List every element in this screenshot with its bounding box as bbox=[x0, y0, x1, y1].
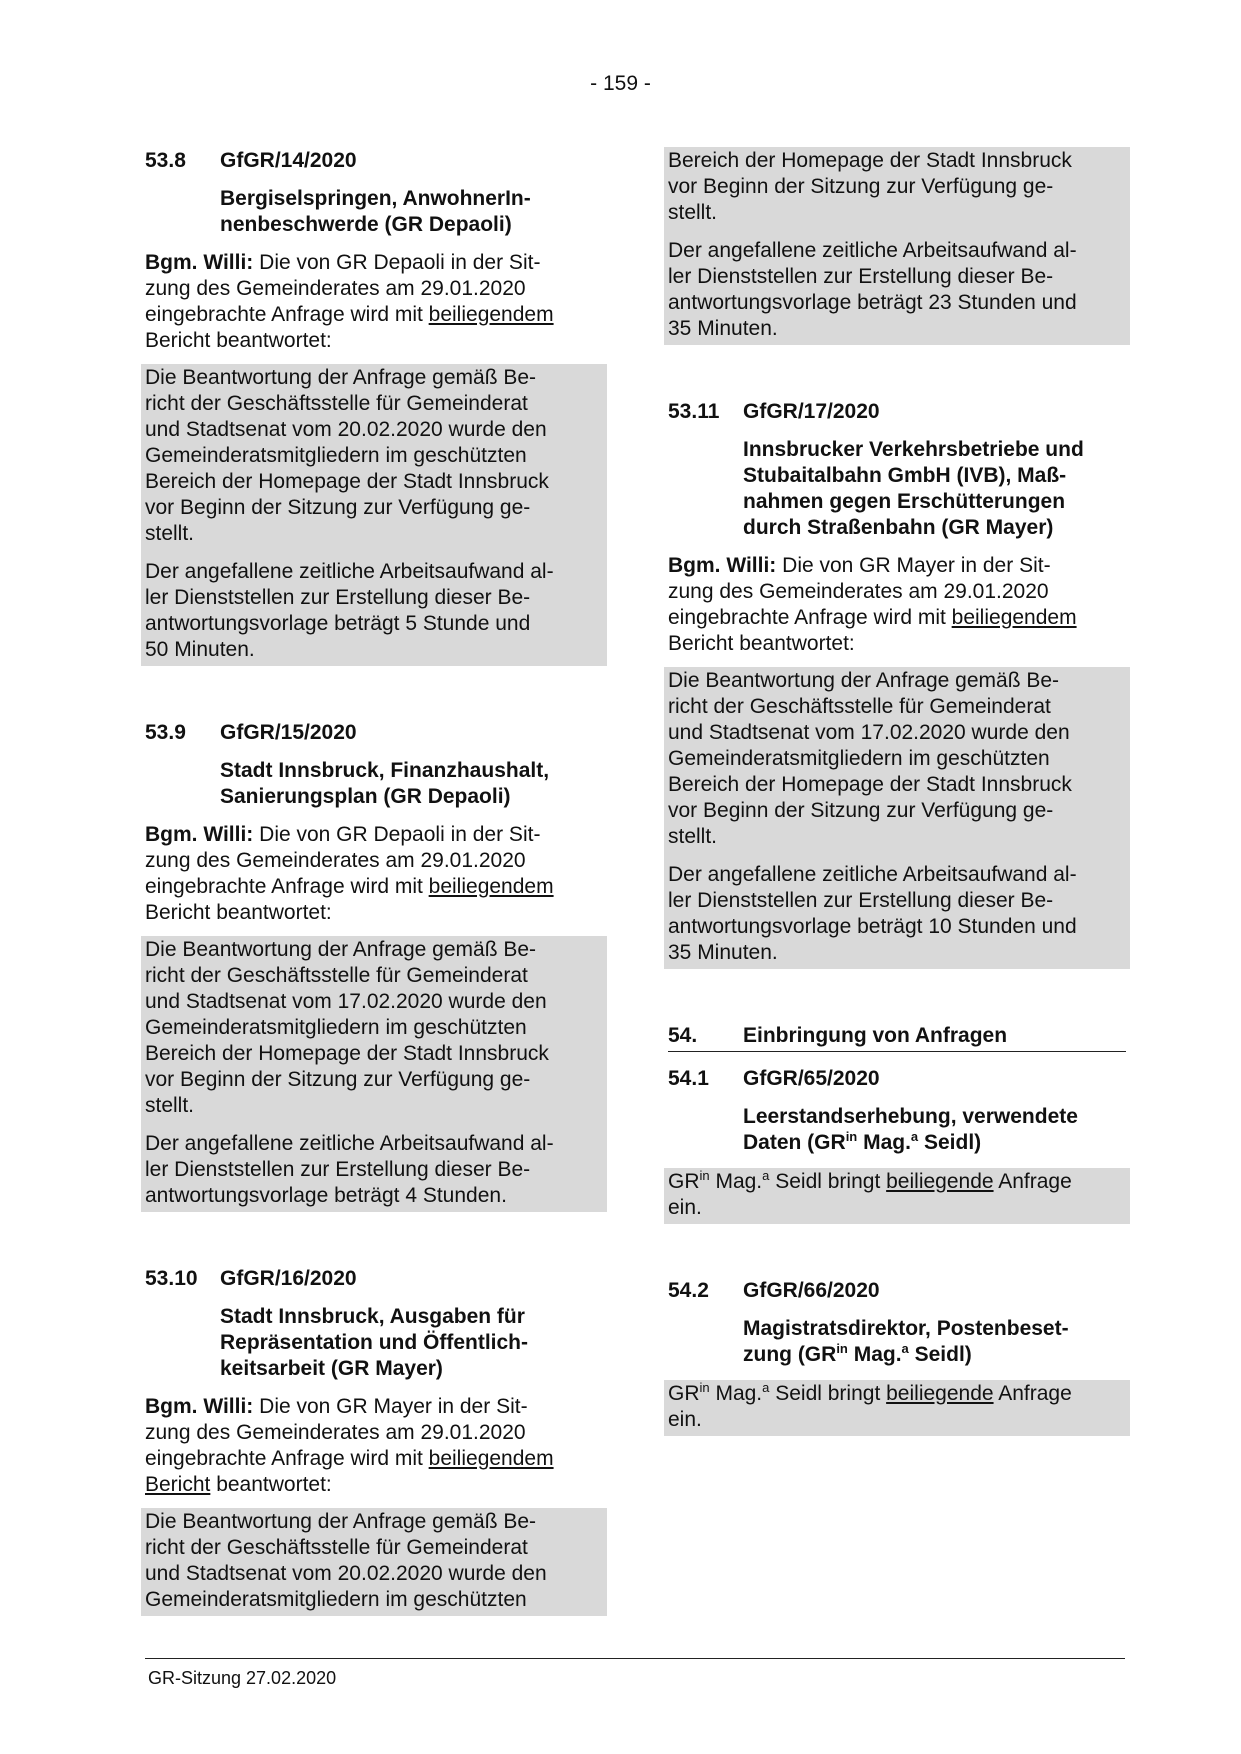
section-number: 54. bbox=[668, 1024, 698, 1047]
speaker-label: Bgm. Willi: bbox=[668, 554, 777, 577]
mayor-statement: Bgm. Willi: Die von GR Depaoli in der Sit- zung des Gemeinderates am 29.01.2020 eingebrachte Anfrage wird mit beiliegendem Bericht beantwortet: bbox=[145, 251, 554, 352]
answer-box bbox=[664, 147, 1130, 345]
section-header bbox=[668, 399, 1126, 425]
effort-text: Der angefallene zeitliche Arbeitsaufwand al- ler Dienststellen zur Erstellung dieser Be- antwortungsvorlage beträgt 23 Stunden und 35 Minuten. bbox=[668, 239, 1077, 340]
footer-divider bbox=[145, 1658, 1125, 1659]
report-link[interactable]: beiliegendem bbox=[428, 1447, 554, 1470]
chapter-header bbox=[668, 1023, 1126, 1052]
section-number: 53.10 bbox=[145, 1267, 198, 1290]
effort-text: Der angefallene zeitliche Arbeitsaufwand al- ler Dienststellen zur Erstellung dieser Be- antwortungsvorlage beträgt 5 Stunde und 50 Minuten. bbox=[145, 560, 554, 661]
request-text: $GR^{in}$ Mag.$^a$ Seidl bringt beiliegende Anfrage ein. bbox=[668, 1168, 1072, 1219]
answer-text: Die Beantwortung der Anfrage gemäß Be- richt der Geschäftsstelle für Gemeinderat und Stadtsenat vom 17.02.2020 wurde den Gemeinderatsmitgliedern im geschützten Bereich der Homepage der Stadt Innsbruck vor Beginn der Sitzung zur Verfügung ge- stellt. bbox=[145, 938, 549, 1117]
effort-text: Der angefallene zeitliche Arbeitsaufwand al- ler Dienststellen zur Erstellung dieser Be- antwortungsvorlage beträgt 10 Stunden und 35 Minuten. bbox=[668, 863, 1077, 964]
section-header bbox=[145, 720, 603, 746]
report-link[interactable]: Bericht bbox=[145, 1473, 211, 1496]
section-header bbox=[145, 1266, 603, 1292]
answer-box bbox=[141, 364, 607, 666]
section-code: GfGR/15/2020 bbox=[220, 721, 357, 744]
section-header bbox=[145, 148, 603, 174]
answer-box bbox=[141, 936, 607, 1212]
section-54-2 bbox=[668, 1278, 1126, 1436]
section-number: 53.8 bbox=[145, 149, 186, 172]
section-53-10-continued bbox=[668, 147, 1126, 345]
section-number: 53.11 bbox=[668, 400, 720, 423]
section-subject: Leerstandserhebung, verwendete Daten ($GR^{in}$ Mag.$^a$ Seidl) bbox=[743, 1105, 1078, 1154]
section-subject: Stadt Innsbruck, Ausgaben für Repräsentation und Öffentlich- keitsarbeit (GR Mayer) bbox=[220, 1305, 529, 1380]
section-code: GfGR/14/2020 bbox=[220, 149, 357, 172]
section-54 bbox=[668, 1023, 1126, 1052]
request-link[interactable]: beiliegende bbox=[886, 1170, 994, 1193]
footer-text: GR-Sitzung 27.02.2020 bbox=[148, 1668, 337, 1688]
section-53-8 bbox=[145, 148, 603, 666]
request-box bbox=[664, 1380, 1130, 1436]
section-code: GfGR/66/2020 bbox=[743, 1279, 880, 1302]
section-53-10 bbox=[145, 1266, 603, 1616]
mayor-statement: Bgm. Willi: Die von GR Mayer in der Sit- zung des Gemeinderates am 29.01.2020 eingebrachte Anfrage wird mit beiliegendem Bericht beantwortet: bbox=[668, 554, 1077, 655]
answer-box bbox=[664, 667, 1130, 969]
request-box bbox=[664, 1168, 1130, 1224]
section-code: GfGR/17/2020 bbox=[743, 400, 880, 423]
section-header bbox=[668, 1278, 1126, 1304]
section-header bbox=[668, 1066, 1126, 1092]
speaker-label: Bgm. Willi: bbox=[145, 251, 254, 274]
chapter-title: Einbringung von Anfragen bbox=[743, 1024, 1008, 1047]
speaker-label: Bgm. Willi: bbox=[145, 1395, 254, 1418]
answer-text: Die Beantwortung der Anfrage gemäß Be- richt der Geschäftsstelle für Gemeinderat und Stadtsenat vom 17.02.2020 wurde den Gemeinderatsmitgliedern im geschützten Bereich der Homepage der Stadt Innsbruck vor Beginn der Sitzung zur Verfügung ge- stellt. bbox=[668, 669, 1072, 848]
left-column bbox=[145, 148, 603, 1616]
section-54-1 bbox=[668, 1066, 1126, 1224]
section-code: GfGR/65/2020 bbox=[743, 1067, 880, 1090]
report-link[interactable]: beiliegendem bbox=[428, 875, 554, 898]
right-column bbox=[668, 147, 1126, 1436]
section-number: 53.9 bbox=[145, 721, 186, 744]
section-subject: Stadt Innsbruck, Finanzhaushalt, Sanierungsplan (GR Depaoli) bbox=[220, 759, 550, 808]
effort-text: Der angefallene zeitliche Arbeitsaufwand al- ler Dienststellen zur Erstellung dieser Be- antwortungsvorlage beträgt 4 Stunden. bbox=[145, 1132, 554, 1207]
request-text: $GR^{in}$ Mag.$^a$ Seidl bringt beiliegende Anfrage ein. bbox=[668, 1380, 1072, 1431]
section-subject: Magistratsdirektor, Postenbeset- zung ($GR^{in}$ Mag.$^a$ Seidl) bbox=[743, 1317, 1069, 1366]
answer-box bbox=[141, 1508, 607, 1616]
answer-text: Bereich der Homepage der Stadt Innsbruck vor Beginn der Sitzung zur Verfügung ge- stellt. bbox=[668, 149, 1072, 224]
page-number: - 159 - bbox=[590, 72, 651, 95]
section-number: 54.1 bbox=[668, 1067, 709, 1090]
answer-text: Die Beantwortung der Anfrage gemäß Be- richt der Geschäftsstelle für Gemeinderat und Stadtsenat vom 20.02.2020 wurde den Gemeinderatsmitgliedern im geschützten bbox=[145, 1510, 547, 1611]
section-subject: Bergiselspringen, AnwohnerIn- nenbeschwerde (GR Depaoli) bbox=[220, 187, 531, 236]
section-code: GfGR/16/2020 bbox=[220, 1267, 357, 1290]
section-number: 54.2 bbox=[668, 1279, 709, 1302]
answer-text: Die Beantwortung der Anfrage gemäß Be- richt der Geschäftsstelle für Gemeinderat und Stadtsenat vom 20.02.2020 wurde den Gemeinderatsmitgliedern im geschützten Bereich der Homepage der Stadt Innsbruck vor Beginn der Sitzung zur Verfügung ge- stellt. bbox=[145, 366, 549, 545]
speaker-label: Bgm. Willi: bbox=[145, 823, 254, 846]
report-link[interactable]: beiliegendem bbox=[951, 606, 1077, 629]
section-53-11 bbox=[668, 399, 1126, 969]
section-subject: Innsbrucker Verkehrsbetriebe und Stubaitalbahn GmbH (IVB), Maß- nahmen gegen Erschütterungen durch Straßenbahn (GR Mayer) bbox=[743, 438, 1084, 539]
mayor-statement: Bgm. Willi: Die von GR Mayer in der Sit- zung des Gemeinderates am 29.01.2020 eingebrachte Anfrage wird mit beiliegendem Bericht beantwortet: bbox=[145, 1395, 554, 1496]
section-53-9 bbox=[145, 720, 603, 1212]
report-link[interactable]: beiliegendem bbox=[428, 303, 554, 326]
request-link[interactable]: beiliegende bbox=[886, 1382, 994, 1405]
mayor-statement: Bgm. Willi: Die von GR Depaoli in der Sit- zung des Gemeinderates am 29.01.2020 eingebrachte Anfrage wird mit beiliegendem Bericht beantwortet: bbox=[145, 823, 554, 924]
